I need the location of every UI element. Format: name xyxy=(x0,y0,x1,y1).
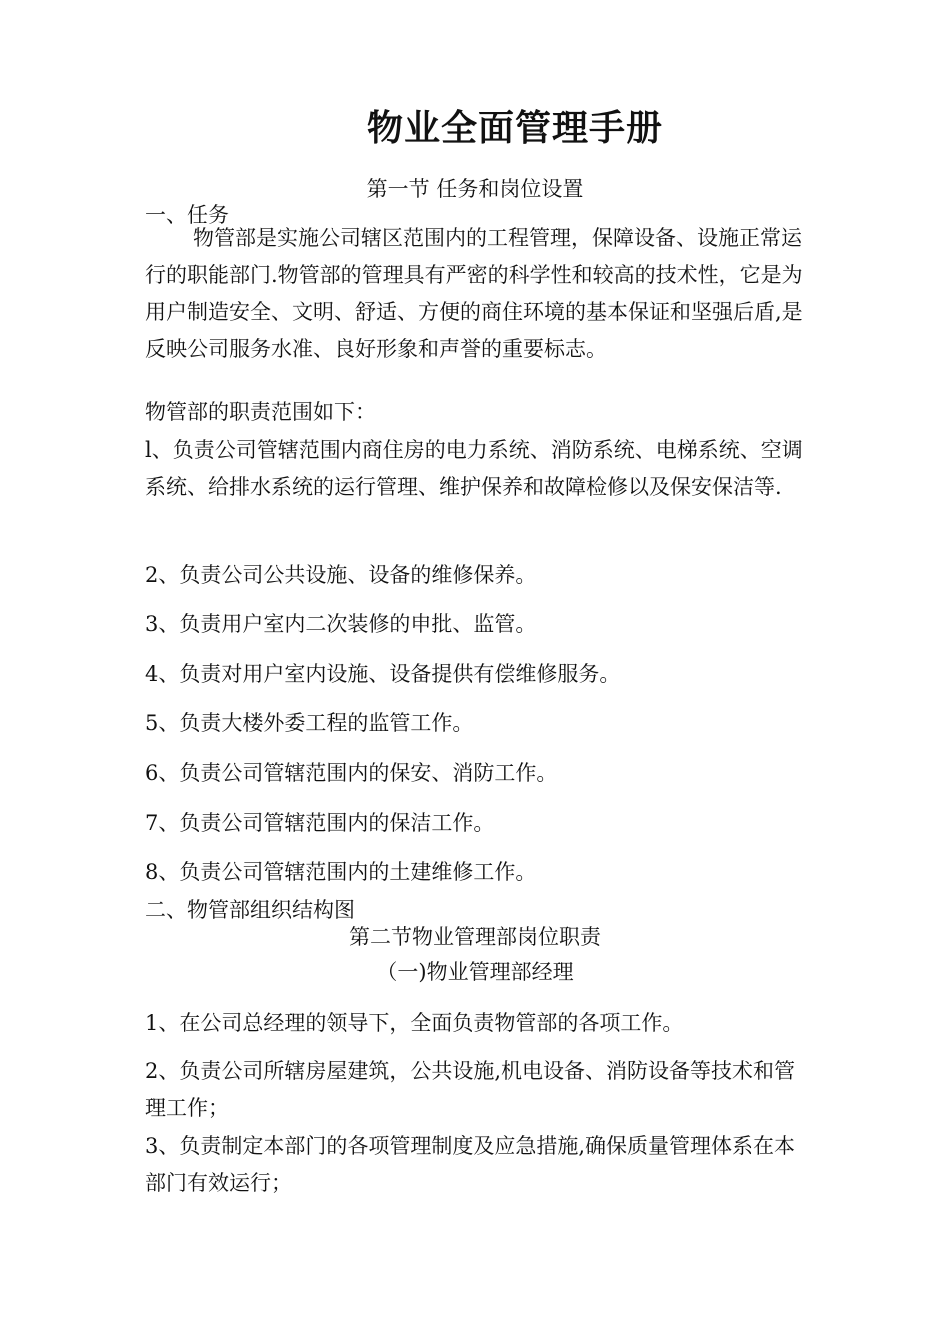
manager-duty-2: 2、负责公司所辖房屋建筑，公共设施,机电设备、消防设备等技术和管理工作； xyxy=(145,1059,796,1120)
section2-heading: 第二节物业管理部岗位职责 xyxy=(349,925,601,949)
duty-item-2: 2、负责公司公共设施、设备的维修保养。 xyxy=(145,563,537,587)
section1-sub-org-chart: 二、物管部组织结构图 xyxy=(145,898,355,922)
section1-intro-paragraph: 物管部是实施公司辖区范围内的工程管理，保障设备、设施正常运行的职能部门.物管部的管理具有严密的科学性和较高的技术性，它是为用户制造安全、文明、舒适、方便的商住环境的基本保证和坚强后盾,是反映公司服务水准、良好形象和声誉的重要标志。 xyxy=(145,226,803,361)
duty-item-5: 5、负责大楼外委工程的监管工作。 xyxy=(145,711,474,735)
duty-item-1: l、负责公司管辖范围内商住房的电力系统、消防系统、电梯系统、空调系统、给排水系统的运行管理、维护保养和故障检修以及保安保洁等. xyxy=(145,438,803,499)
duty-item-6: 6、负责公司管辖范围内的保安、消防工作。 xyxy=(145,761,558,785)
duties-heading: 物管部的职责范围如下： xyxy=(145,400,376,424)
section2-subheading: （一)物业管理部经理 xyxy=(376,960,574,984)
duty-item-4: 4、负责对用户室内设施、设备提供有偿维修服务。 xyxy=(145,662,621,686)
section1-heading: 第一节 任务和岗位设置 xyxy=(366,177,584,201)
manager-duty-1: 1、在公司总经理的领导下，全面负责物管部的各项工作。 xyxy=(145,1011,684,1035)
manager-duty-3: 3、负责制定本部门的各项管理制度及应急措施,确保质量管理体系在本部门有效运行； xyxy=(145,1134,796,1195)
section1-sub-task: 一、任务 xyxy=(145,203,229,227)
duty-item-7: 7、负责公司管辖范围内的保洁工作。 xyxy=(145,811,495,835)
duty-item-8: 8、负责公司管辖范围内的土建维修工作。 xyxy=(145,860,537,884)
document-title: 物业全面管理手册 xyxy=(366,108,663,149)
duty-item-3: 3、负责用户室内二次装修的申批、监管。 xyxy=(145,612,537,636)
